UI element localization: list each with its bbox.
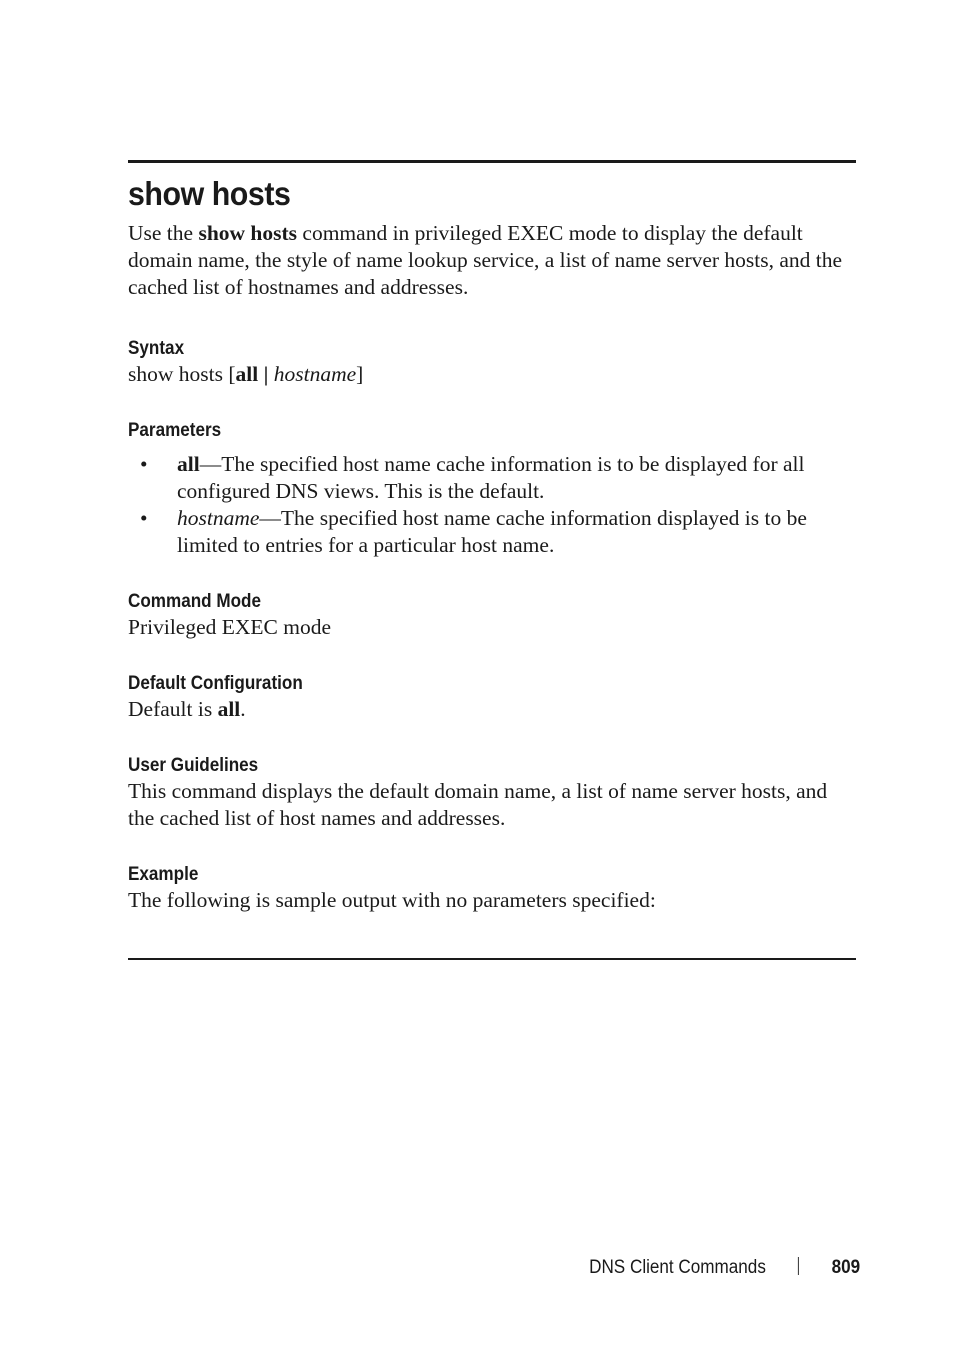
- default-after: .: [240, 697, 246, 721]
- page-footer: [559, 1256, 860, 1280]
- user-guidelines-heading: User Guidelines: [128, 755, 259, 776]
- syntax-line: [128, 361, 856, 388]
- syntax-option-hostname: hostname: [273, 362, 357, 386]
- default-configuration-text: [128, 696, 856, 723]
- default-before: Default is: [128, 697, 218, 721]
- footer-page-number: 809: [831, 1257, 860, 1278]
- syntax-pipe: |: [258, 362, 274, 386]
- intro-after: command in privileged EXEC mode to display the default domain name, the style of name lookup service, a list of name server hosts, and the cached list of hostnames and addresses.: [128, 221, 843, 299]
- syntax-close-bracket: ]: [356, 362, 364, 386]
- bottom-rule: [128, 958, 856, 960]
- footer-inner: [589, 1256, 860, 1280]
- syntax-section: [128, 337, 856, 388]
- syntax-open-bracket: [: [222, 362, 236, 386]
- default-value: all: [217, 697, 241, 721]
- default-configuration-heading: Default Configuration: [128, 673, 303, 694]
- parameter-description: —The specified host name cache information is to be displayed for all configured DNS views. This is the default.: [177, 452, 805, 503]
- intro-paragraph: [128, 220, 856, 301]
- example-heading: Example: [128, 864, 199, 885]
- main-content: [128, 172, 856, 914]
- page-title: show hosts: [128, 175, 291, 212]
- parameters-heading: Parameters: [128, 420, 222, 441]
- user-guidelines-section: [128, 754, 856, 832]
- footer-separator: [798, 1257, 799, 1275]
- bullet-icon: •: [140, 506, 148, 530]
- default-configuration-section: [128, 672, 856, 723]
- parameter-description: —The specified host name cache information displayed is to be limited to entries for a particular host name.: [177, 506, 807, 557]
- intro-command: show hosts: [198, 221, 298, 245]
- syntax-heading: Syntax: [128, 338, 185, 359]
- user-guidelines-text: This command displays the default domain name, a list of name server hosts, and the cached list of host names and addresses.: [128, 779, 828, 830]
- example-text: The following is sample output with no parameters specified:: [128, 888, 656, 912]
- command-mode-text: Privileged EXEC mode: [128, 615, 332, 639]
- list-item: [128, 505, 856, 559]
- parameters-section: [128, 419, 856, 559]
- bullet-icon: •: [140, 452, 148, 476]
- command-mode-heading: Command Mode: [128, 591, 262, 612]
- list-item: [128, 451, 856, 505]
- intro-before: Use the: [128, 221, 199, 245]
- command-mode-section: [128, 590, 856, 641]
- footer-chapter: DNS Client Commands: [589, 1257, 766, 1278]
- example-section: [128, 863, 856, 914]
- syntax-option-all: all: [235, 362, 259, 386]
- parameter-term: all: [177, 452, 200, 476]
- parameters-list: [128, 451, 856, 559]
- top-rule: [128, 160, 856, 163]
- parameter-term: hostname: [177, 506, 260, 530]
- syntax-command: show hosts: [128, 362, 223, 386]
